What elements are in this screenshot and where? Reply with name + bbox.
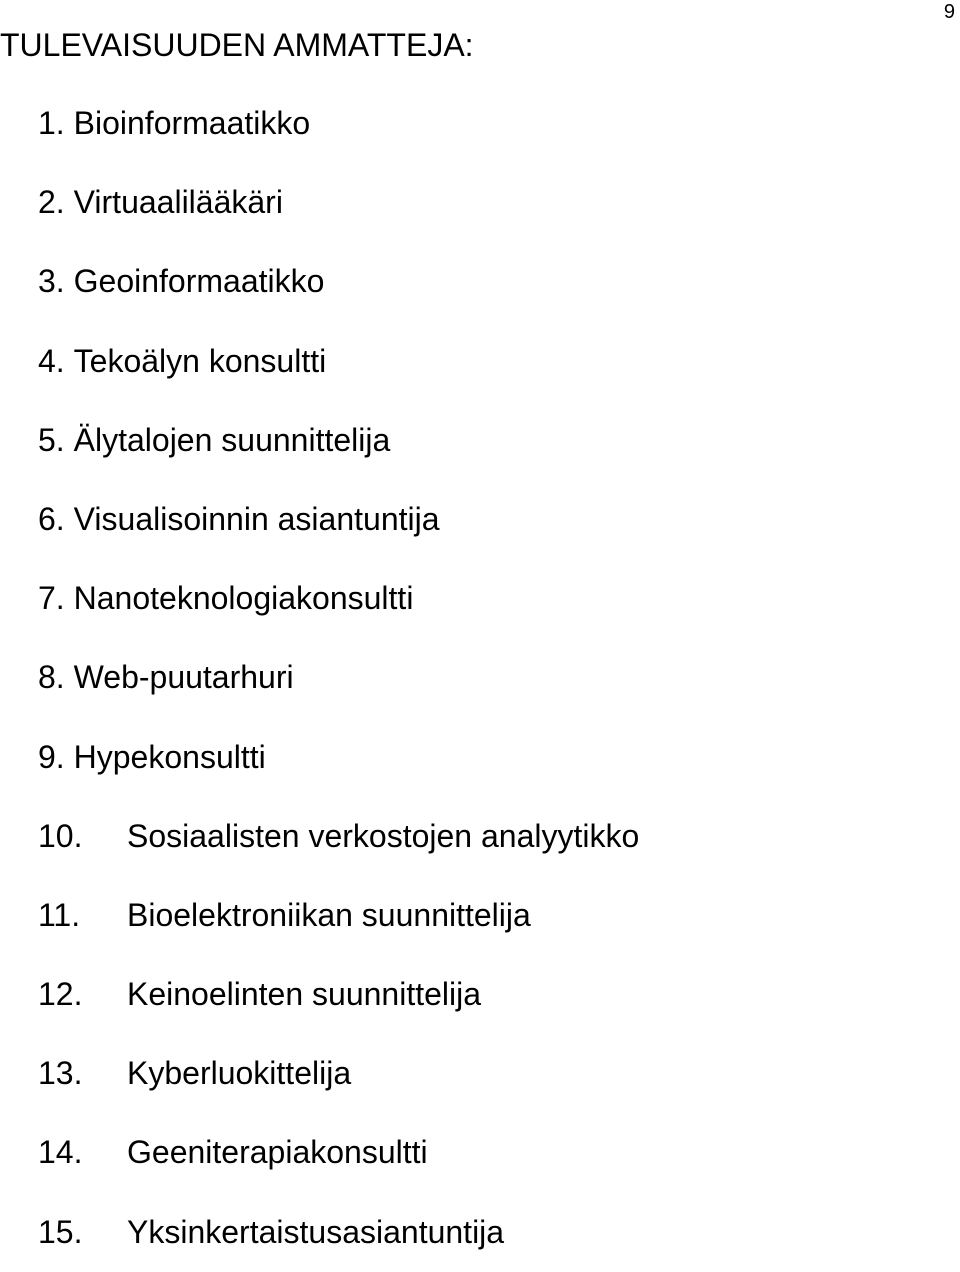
list-item bbox=[38, 163, 639, 242]
item-text: Kyberluokittelija bbox=[127, 1055, 352, 1092]
list-item bbox=[38, 1113, 639, 1192]
list-item bbox=[38, 638, 639, 717]
item-number: 8. bbox=[38, 659, 65, 696]
item-number: 2. bbox=[38, 184, 65, 221]
item-text: Yksinkertaistusasiantuntija bbox=[127, 1213, 505, 1250]
item-text: Keinoelinten suunnittelija bbox=[127, 976, 482, 1013]
list-item bbox=[38, 322, 639, 401]
item-text: Visualisoinnin asiantuntija bbox=[73, 500, 440, 537]
item-text: Bioinformaatikko bbox=[73, 105, 311, 141]
list-item bbox=[38, 84, 639, 163]
item-number: 3. bbox=[38, 263, 65, 300]
list-item bbox=[38, 480, 639, 559]
list-item bbox=[38, 955, 639, 1034]
page-title: TULEVAISUUDEN AMMATTEJA: bbox=[0, 27, 474, 63]
item-number: 13. bbox=[38, 1055, 83, 1092]
item-text: Geoinformaatikko bbox=[73, 263, 325, 300]
item-text: Sosiaalisten verkostojen analyytikko bbox=[127, 817, 640, 854]
item-number: 15. bbox=[38, 1213, 83, 1250]
item-number: 9. bbox=[38, 738, 65, 775]
item-number: 14. bbox=[38, 1134, 83, 1171]
item-text: Geeniterapiakonsultti bbox=[127, 1134, 428, 1171]
list-item bbox=[38, 1193, 639, 1272]
item-text: Tekoälyn konsultti bbox=[73, 342, 327, 379]
page-number: 9 bbox=[943, 1, 955, 23]
profession-list bbox=[38, 84, 639, 1272]
item-number: 1. bbox=[38, 105, 65, 141]
item-number: 12. bbox=[38, 976, 83, 1013]
list-item bbox=[38, 401, 639, 480]
item-number: 6. bbox=[38, 500, 65, 537]
item-text: Web-puutarhuri bbox=[73, 659, 294, 696]
item-number: 10. bbox=[38, 817, 83, 854]
item-text: Bioelektroniikan suunnittelija bbox=[127, 896, 531, 933]
item-text: Älytalojen suunnittelija bbox=[73, 421, 391, 458]
list-item bbox=[38, 718, 639, 797]
list-item bbox=[38, 242, 639, 321]
list-item bbox=[38, 876, 639, 955]
item-text: Virtuaalilääkäri bbox=[73, 184, 283, 221]
list-item bbox=[38, 797, 639, 876]
item-number: 4. bbox=[38, 342, 65, 379]
item-text: Hypekonsultti bbox=[73, 738, 266, 775]
item-text: Nanoteknologiakonsultti bbox=[73, 580, 414, 617]
item-number: 5. bbox=[38, 421, 65, 458]
item-number: 11. bbox=[38, 896, 81, 933]
list-item bbox=[38, 1034, 639, 1113]
list-item bbox=[38, 559, 639, 638]
item-number: 7. bbox=[38, 580, 65, 617]
